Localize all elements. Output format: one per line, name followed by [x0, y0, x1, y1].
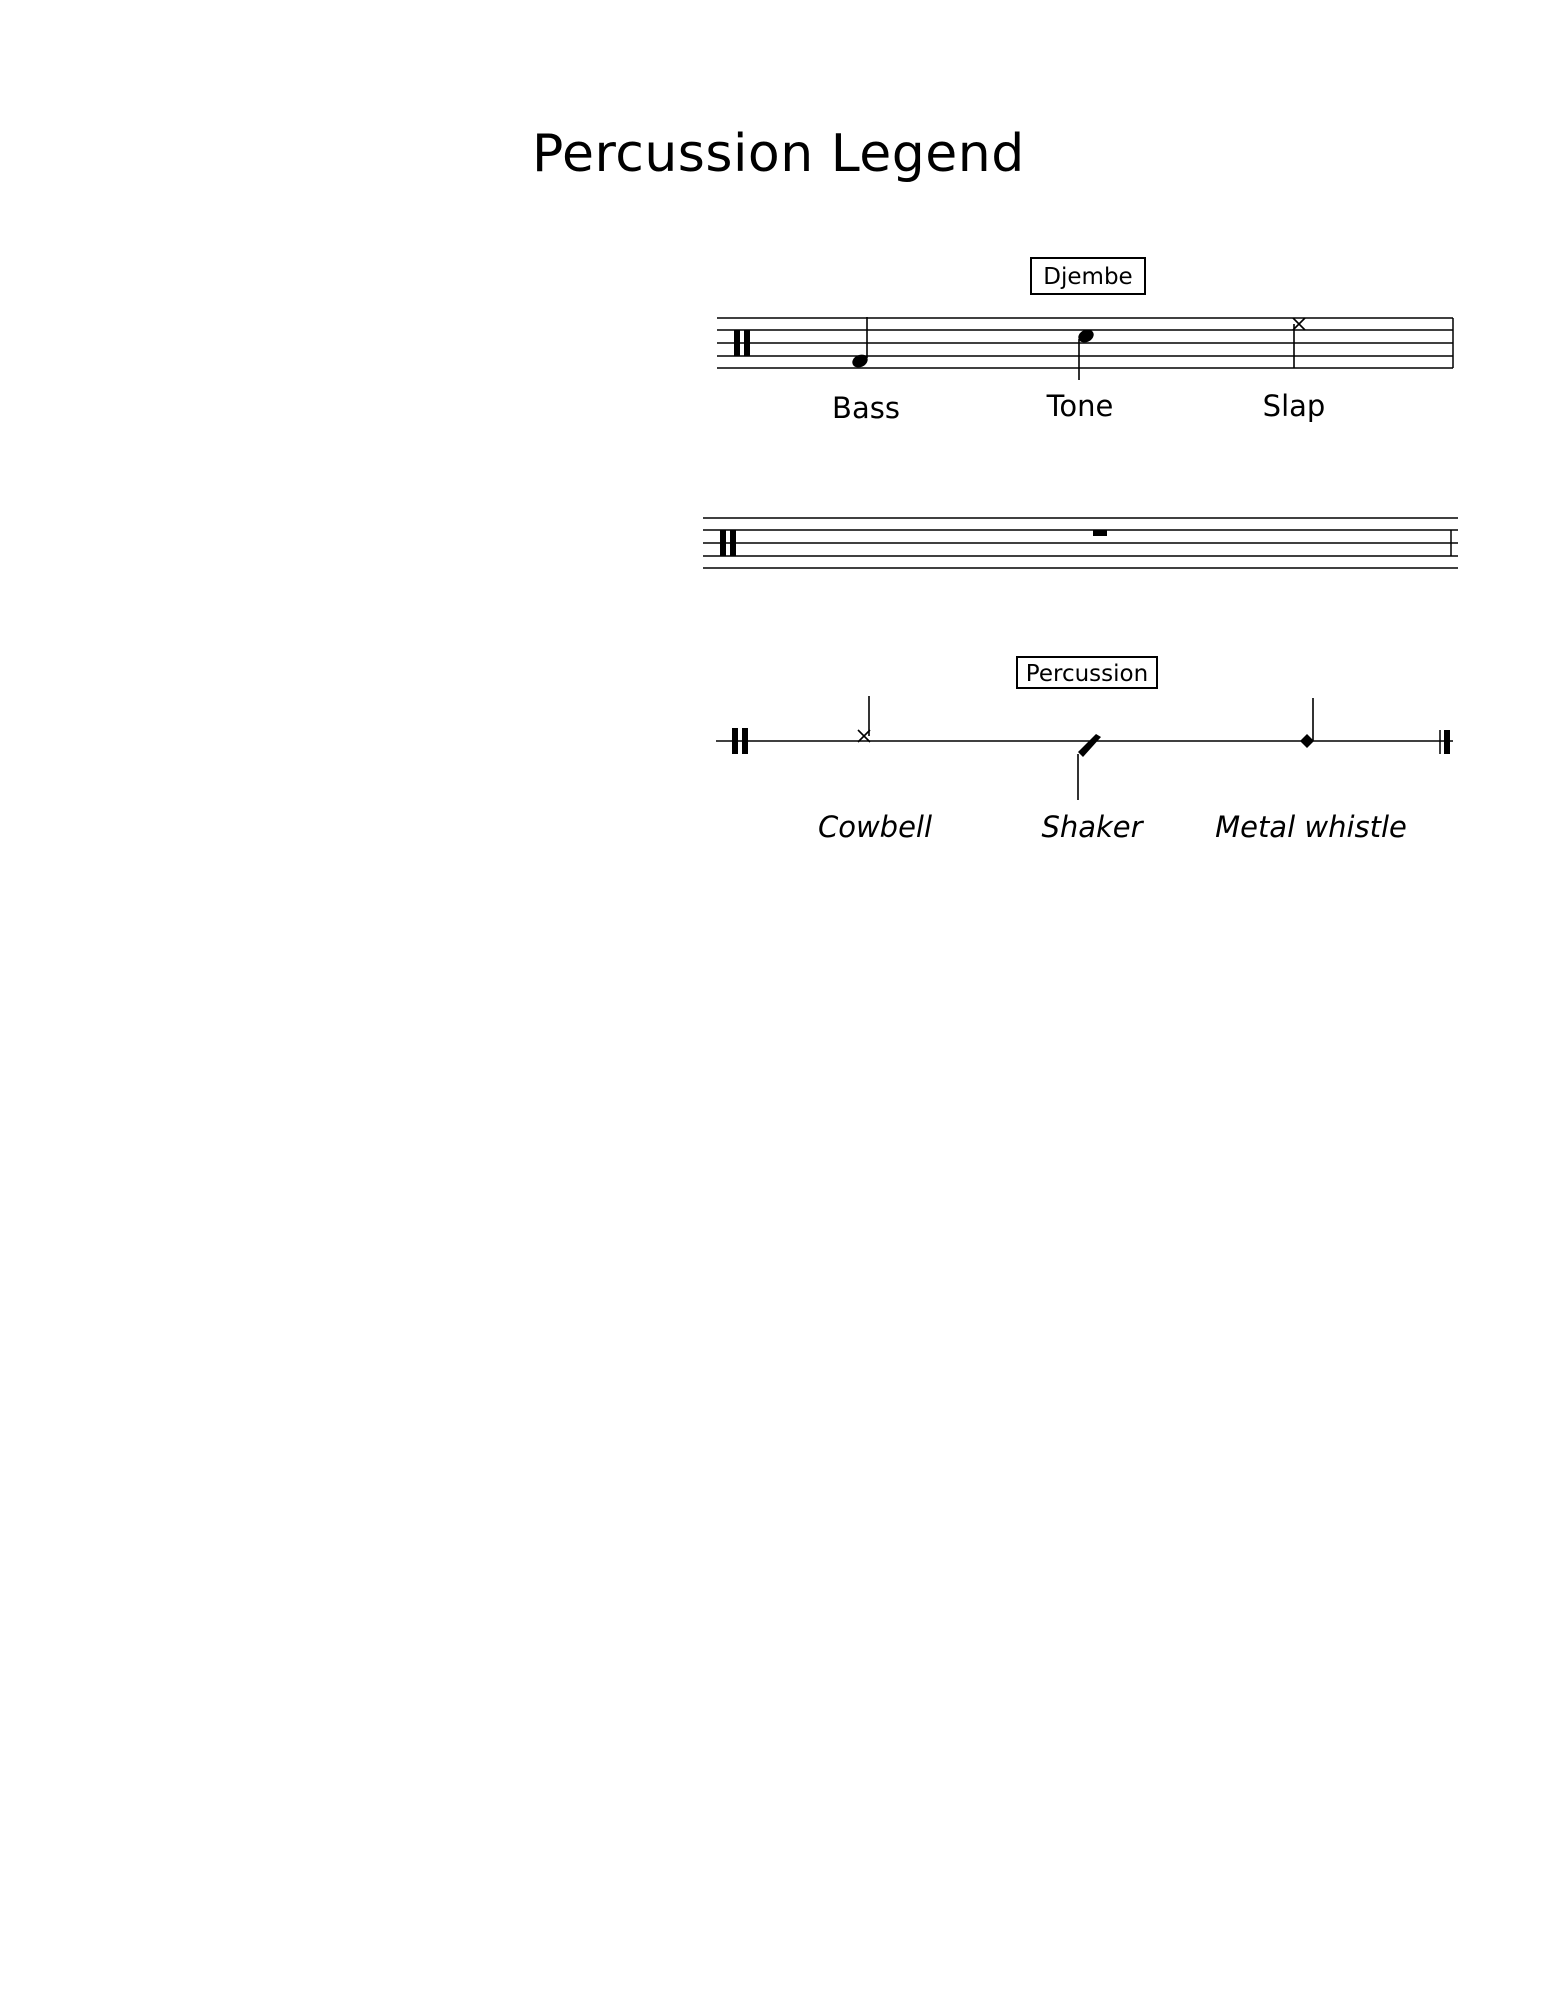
- shaker-slash-note-icon: [1078, 734, 1101, 800]
- djembe-staff: [717, 318, 1453, 368]
- whole-rest-icon: [1093, 530, 1107, 536]
- rest-system: [703, 518, 1458, 568]
- instrument-label-metal-whistle: Metal whistle: [1215, 810, 1407, 844]
- percussion-instrument-box: [1017, 657, 1157, 688]
- instrument-label-cowbell: Cowbell: [817, 810, 933, 844]
- percussion-system: [716, 657, 1453, 844]
- stroke-label-slap: Slap: [1262, 389, 1326, 423]
- tone-note-icon: [1076, 327, 1096, 380]
- cowbell-x-note-icon: [858, 696, 870, 742]
- djembe-system: [717, 258, 1453, 425]
- instrument-label-shaker: Shaker: [1041, 810, 1143, 844]
- rest-staff: [703, 518, 1458, 568]
- stroke-label-tone: Tone: [1046, 389, 1114, 423]
- final-barline: [1440, 730, 1450, 754]
- page-title: Percussion Legend: [532, 124, 1025, 184]
- whistle-diamond-note-icon: [1300, 698, 1314, 748]
- percussion-instrument-label: Percussion: [1025, 661, 1149, 687]
- djembe-instrument-box: [1031, 258, 1145, 294]
- djembe-instrument-label: Djembe: [1043, 264, 1133, 290]
- stroke-label-bass: Bass: [832, 391, 900, 425]
